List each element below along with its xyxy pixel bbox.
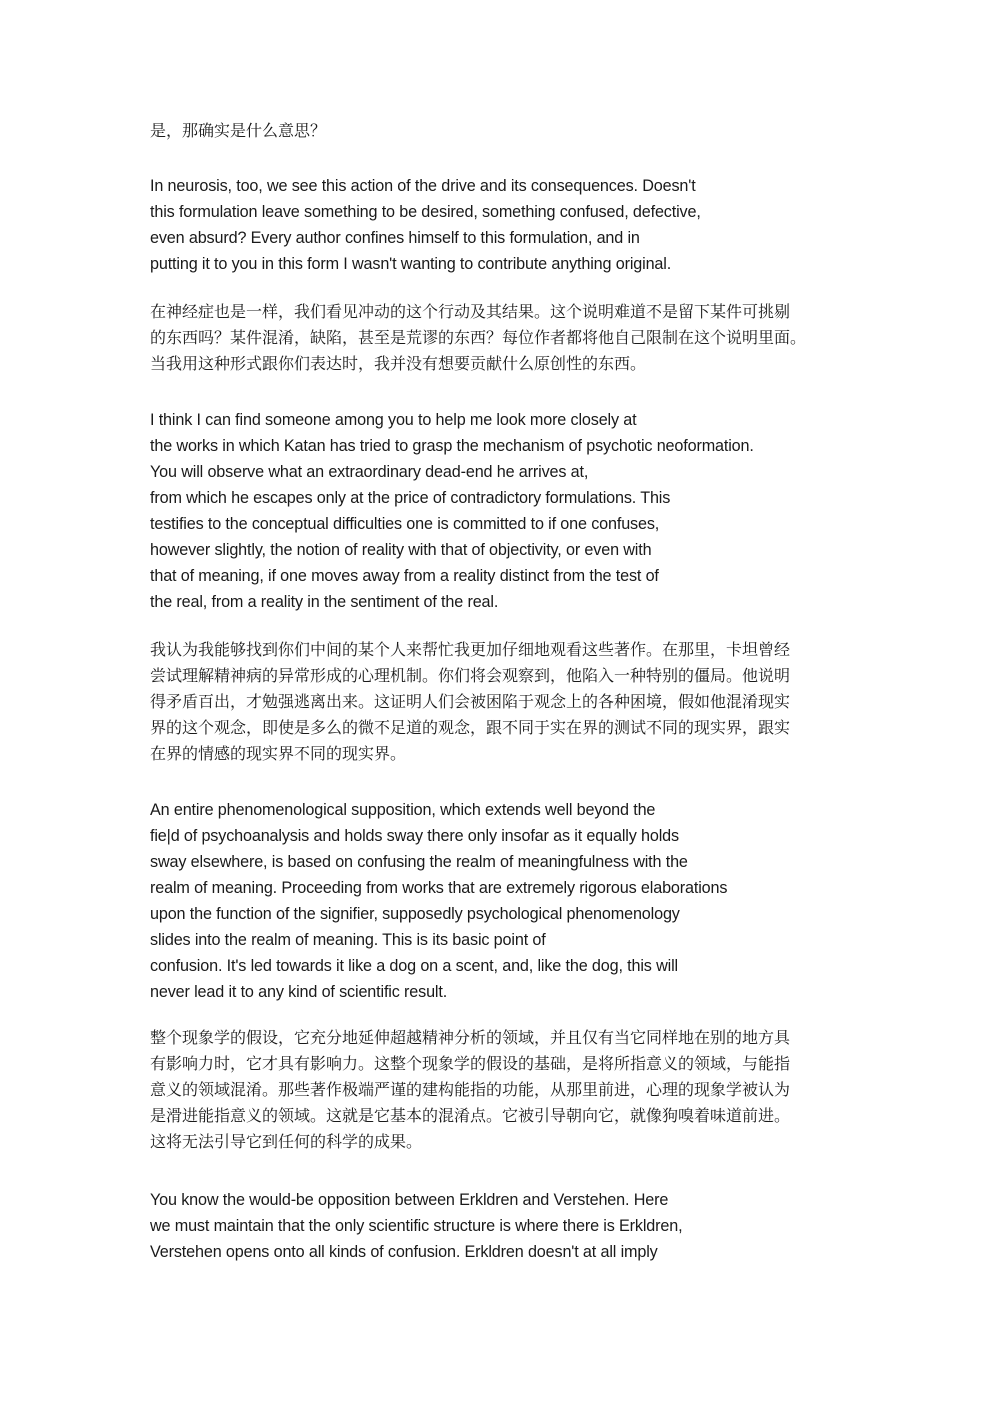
text-line: the works in which Katan has tried to grasp the mechanism of psychotic neoformation. (150, 437, 754, 455)
english-paragraph (150, 407, 754, 615)
text-line: 的东西吗？某件混淆，缺陷，甚至是荒谬的东西？每位作者都将他自己限制在这个说明里面。 (150, 328, 807, 347)
text-line: testifies to the conceptual difficulties one is committed to if one confuses, (150, 515, 660, 533)
text-line: In neurosis, too, we see this action of the drive and its consequences. Doesn't (150, 177, 696, 195)
text-line: 这将无法引导它到任何的科学的成果。 (150, 1132, 423, 1151)
text-line: 尝试理解精神病的异常形成的心理机制。你们将会观察到，他陷入一种特别的僵局。他说明 (150, 666, 791, 685)
text-line: we must maintain that the only scientific structure is where there is Erkldren, (150, 1217, 683, 1235)
chinese-paragraph (150, 637, 846, 767)
text-line: 整个现象学的假设，它充分地延伸超越精神分析的领域，并且仅有当它同样地在别的地方具 (150, 1028, 791, 1047)
text-line: I think I can find someone among you to help me look more closely at (150, 411, 637, 429)
text-line: 当我用这种形式跟你们表达时，我并没有想要贡献什么原创性的东西。 (150, 354, 647, 373)
text-line: 界的这个观念，即使是多么的微不足道的观念，跟不同于实在界的测试不同的现实界，跟实 (150, 718, 791, 737)
text-line: the real, from a reality in the sentiment of the real. (150, 593, 499, 611)
text-line: even absurd? Every author confines himself to this formulation, and in (150, 229, 640, 247)
text-line: however slightly, the notion of reality with that of objectivity, or even with (150, 541, 652, 559)
text-line: putting it to you in this form I wasn't wanting to contribute anything original. (150, 255, 672, 273)
text-line: 在界的情感的现实界不同的现实界。 (150, 744, 407, 763)
english-paragraph (150, 797, 727, 1005)
text-line: confusion. It's led towards it like a dog on a scent, and, like the dog, this will (150, 957, 678, 975)
text-line: sway elsewhere, is based on confusing the realm of meaningfulness with the (150, 853, 688, 871)
text-line: 得矛盾百出，才勉强逃离出来。这证明人们会被困陷于观念上的各种困境，假如他混淆现实 (150, 692, 791, 711)
text-line: slides into the realm of meaning. This is its basic point of (150, 931, 546, 949)
text-line: You will observe what an extraordinary dead-end he arrives at, (150, 463, 589, 481)
text-line: that of meaning, if one moves away from a reality distinct from the test of (150, 567, 659, 585)
text-line: 是滑进能指意义的领域。这就是它基本的混淆点。它被引导朝向它，就像狗嗅着味道前进。 (150, 1106, 791, 1125)
text-line: never lead it to any kind of scientific result. (150, 983, 448, 1001)
text-line: 有影响力时，它才具有影响力。这整个现象学的假设的基础，是将所指意义的领域，与能指 (150, 1054, 791, 1073)
text-line: An entire phenomenological supposition, which extends well beyond the (150, 801, 656, 819)
text-line: 意义的领域混淆。那些著作极端严谨的建构能指的功能，从那里前进，心理的现象学被认为 (150, 1080, 791, 1099)
english-paragraph (150, 1187, 682, 1265)
text-line: from which he escapes only at the price of contradictory formulations. This (150, 489, 671, 507)
text-line: You know the would-be opposition between Erkldren and Verstehen. Here (150, 1191, 669, 1209)
text-line: 我认为我能够找到你们中间的某个人来帮忙我更加仔细地观看这些著作。在那里，卡坦曾经 (150, 640, 791, 659)
text-line: upon the function of the signifier, supposedly psychological phenomenology (150, 905, 680, 923)
text-line: fie|d of psychoanalysis and holds sway there only insofar as it equally holds (150, 827, 679, 845)
chinese-paragraph (150, 118, 846, 144)
text-line: 是，那确实是什么意思？ (150, 121, 327, 140)
chinese-paragraph (150, 1025, 846, 1155)
text-line: realm of meaning. Proceeding from works that are extremely rigorous elaborations (150, 879, 728, 897)
text-line: Verstehen opens onto all kinds of confusion. Erkldren doesn't at all imply (150, 1243, 658, 1261)
text-line: 在神经症也是一样，我们看见冲动的这个行动及其结果。这个说明难道不是留下某件可挑剔 (150, 302, 791, 321)
chinese-paragraph (150, 299, 846, 377)
english-paragraph (150, 173, 701, 277)
text-line: this formulation leave something to be desired, something confused, defective, (150, 203, 701, 221)
